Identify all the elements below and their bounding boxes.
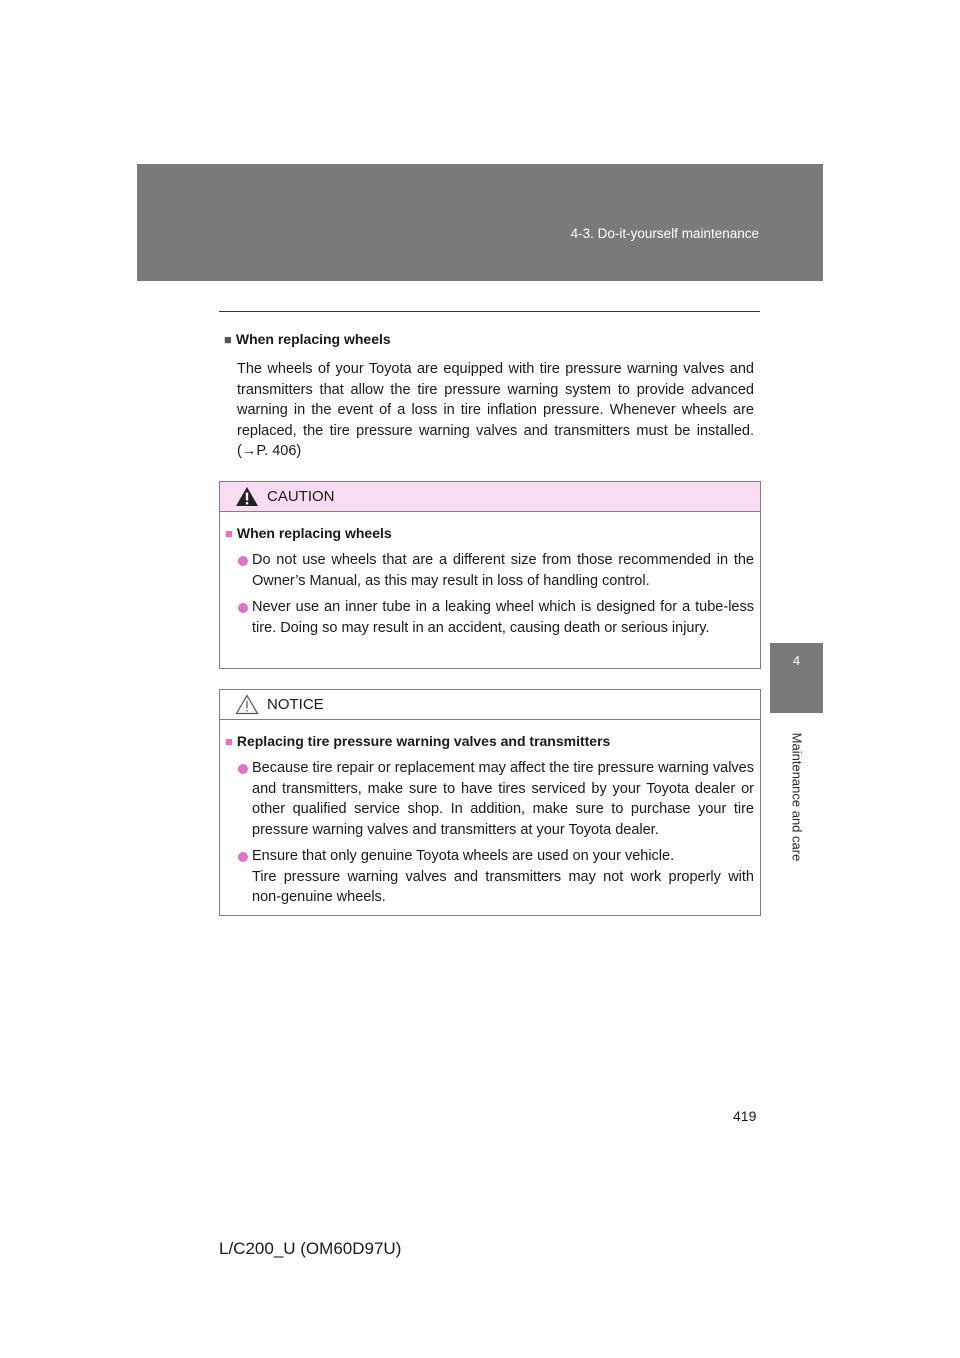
bullet-text: Never use an inner tube in a leaking wheel which is designed for a tube-less tire. Doing so may result in an accident, causing death or serious injury. xyxy=(252,599,754,636)
divider xyxy=(219,311,760,312)
notice-bullet xyxy=(225,846,754,908)
square-marker-icon: ■ xyxy=(225,526,233,541)
caution-header xyxy=(220,482,760,512)
chapter-label: Maintenance and care xyxy=(789,732,804,861)
chapter-tab[interactable] xyxy=(770,643,823,713)
caution-body xyxy=(220,512,760,638)
intro-body: The wheels of your Toyota are equipped with tire pressure warning valves and transmitters that allow the tire pressure warning system to provide advanced warning in the event of a loss in tire inflation pressure. Whenever wheels are replaced, the tire pressure warning valves and transmitters must be installed. (→P. 406) xyxy=(237,361,754,459)
notice-triangle-icon xyxy=(235,694,259,715)
bullet-text: Ensure that only genuine Toyota wheels are used on your vehicle. xyxy=(252,848,675,864)
bullet-text: Do not use wheels that are a different size from those recommended in the Owner’s Manual, as this may result in loss of handling control. xyxy=(252,552,754,589)
page-number: 419 xyxy=(733,1108,757,1124)
intro-section xyxy=(224,329,754,462)
warning-triangle-icon xyxy=(235,486,259,507)
bullet-dot-icon xyxy=(238,603,248,613)
square-marker-icon: ■ xyxy=(225,734,233,749)
intro-heading xyxy=(224,329,754,350)
bullet-text: Because tire repair or replacement may affect the tire pressure warning valves and transmitters, make sure to have tires serviced by your Toyota dealer or other qualified service shop. In addition, make sure to purchase your tire pressure warning valves and transmitters at your Toyota dealer. xyxy=(252,760,754,838)
chapter-number: 4 xyxy=(792,653,801,668)
caution-bullet xyxy=(225,597,754,638)
bullet-dot-icon xyxy=(238,764,248,774)
notice-heading xyxy=(225,731,754,752)
caution-box xyxy=(219,481,761,669)
section-title: 4-3. Do-it-yourself maintenance xyxy=(570,226,759,241)
caution-bullet xyxy=(225,550,754,591)
bullet-dot-icon xyxy=(238,852,248,862)
notice-title: NOTICE xyxy=(267,696,324,713)
header-band xyxy=(137,164,823,281)
notice-bullet xyxy=(225,758,754,840)
notice-body xyxy=(220,720,760,908)
caution-heading xyxy=(225,523,754,544)
bullet-text-continued: Tire pressure warning valves and transmitters may not work properly with non-genuine wheels. xyxy=(252,868,754,905)
notice-header xyxy=(220,690,760,720)
document-code: L/C200_U (OM60D97U) xyxy=(219,1239,402,1258)
intro-heading-text: When replacing wheels xyxy=(235,331,391,347)
notice-heading-text: Replacing tire pressure warning valves and transmitters xyxy=(236,733,611,749)
square-marker-icon: ■ xyxy=(224,332,232,347)
caution-title: CAUTION xyxy=(267,488,335,505)
notice-box xyxy=(219,689,761,916)
bullet-dot-icon xyxy=(238,556,248,566)
caution-heading-text: When replacing wheels xyxy=(236,525,392,541)
chapter-label-area xyxy=(770,713,823,880)
